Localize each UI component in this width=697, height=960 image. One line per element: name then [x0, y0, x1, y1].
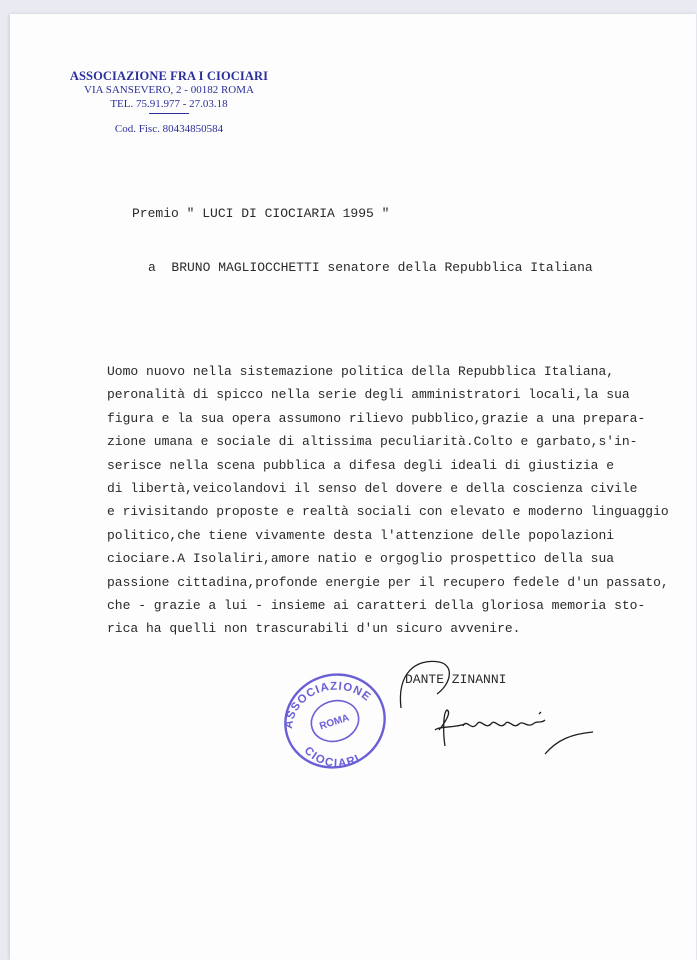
letterhead [62, 69, 276, 136]
body-line: di libertà,veicolandovi il senso del dovere e della coscienza civile [107, 481, 638, 497]
association-stamp [278, 669, 390, 773]
body-line: ciociare.A Isolaliri,amore natio e orgoglio prospettico della sua [107, 551, 615, 567]
body-line: che - grazie a lui - insieme ai caratteri della gloriosa memoria sto- [107, 598, 646, 614]
svg-text:CIOCIARI [302, 745, 363, 770]
letterhead-address: VIA SANSEVERO, 2 - 00182 ROMA [84, 84, 254, 96]
body-line: peronalità di spicco nella serie degli amministratori locali,la sua [107, 387, 630, 403]
body-line: rica ha quelli non trascurabili d'un sicuro avvenire. [107, 621, 521, 637]
letterhead-telephone: TEL. 75.91.977 - 27.03.18 [110, 98, 228, 110]
stamp-text-bottom: CIOCIARI [301, 744, 363, 770]
body-line: Uomo nuovo nella sistemazione politica della Repubblica Italiana, [107, 364, 615, 379]
recipient-line: a BRUNO MAGLIOCCHETTI senatore della Repubblica Italiana [148, 260, 593, 275]
body-line: e rivisitando proposte e realtà sociali con elevato e moderno linguaggio [107, 504, 669, 520]
signatory-name: DANTE ZINANNI [405, 672, 507, 687]
body-line: figura e la sua opera assumono rilievo pubblico,grazie a una prepara- [107, 410, 646, 426]
body-line: zione umana e sociale di altissima peculiarità.Colto e garbato,s'in- [107, 434, 638, 450]
handwritten-signature [395, 654, 605, 764]
body-line: serisce nella scena pubblica a difesa degli ideali di giustizia e [107, 457, 615, 473]
letter-body [107, 360, 667, 641]
body-line: passione cittadina,profonde energie per il recupero fedele d'un passato, [107, 574, 669, 590]
stamp-text-center: ROMA [318, 712, 351, 733]
stamp-text-top: ASSOCIAZIONE [282, 680, 374, 730]
letterhead-divider [149, 113, 189, 114]
award-line: Premio " LUCI DI CIOCIARIA 1995 " [132, 206, 390, 221]
letterhead-organization: ASSOCIAZIONE FRA I CIOCIARI [69, 69, 269, 83]
body-line: politico,che tiene vivamente desta l'attenzione delle popolazioni [107, 527, 615, 543]
letterhead-tax-code: Cod. Fisc. 80434850584 [114, 123, 224, 135]
letter-page [10, 14, 696, 960]
